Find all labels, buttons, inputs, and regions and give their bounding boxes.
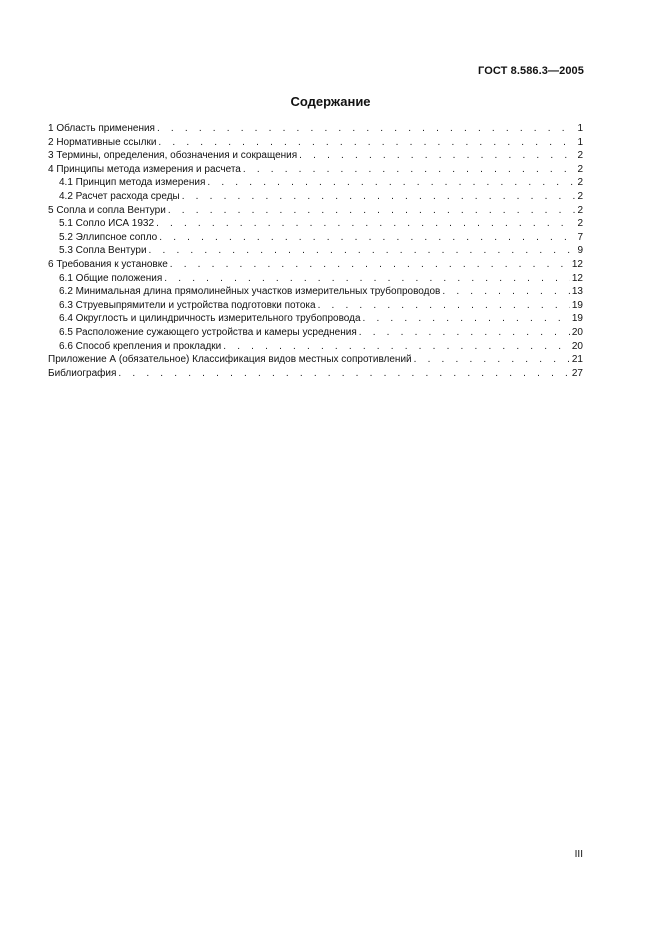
toc-entry-page: 9 (577, 245, 583, 257)
toc-entry-page: 27 (571, 367, 583, 379)
toc-entry-page: 2 (577, 218, 583, 230)
toc-dot-leader (318, 299, 570, 313)
toc-entry-label: 3 Термины, определения, обозначения и сокращения (48, 150, 298, 162)
document-id: ГОСТ 8.586.3—2005 (478, 65, 584, 77)
toc-entry-page: 2 (577, 190, 583, 202)
toc-dot-leader (159, 231, 575, 245)
toc-dot-leader (207, 176, 575, 190)
toc-entry[interactable] (48, 285, 583, 299)
toc-entry-label: 6 Требования к установке (48, 258, 168, 270)
toc-dot-leader (182, 190, 576, 204)
toc-entry-label: 4 Принципы метода измерения и расчета (48, 163, 241, 175)
toc-entry[interactable] (48, 367, 583, 381)
toc-dot-leader (442, 285, 570, 299)
toc-entry[interactable] (48, 136, 583, 150)
toc-entry[interactable] (48, 122, 583, 136)
toc-dot-leader (243, 163, 576, 177)
toc-entry-page: 2 (577, 163, 583, 175)
toc-entry-label: 6.5 Расположение сужающего устройства и камеры усреднения (59, 326, 357, 338)
toc-entry[interactable] (48, 326, 583, 340)
toc-dot-leader (223, 340, 570, 354)
toc-entry-page: 19 (571, 299, 583, 311)
toc-dot-leader (149, 244, 576, 258)
table-of-contents (48, 122, 583, 380)
toc-entry[interactable] (48, 204, 583, 218)
toc-entry-page: 7 (577, 231, 583, 243)
toc-dot-leader (156, 217, 575, 231)
toc-entry-page: 2 (577, 177, 583, 189)
toc-entry-label: 6.1 Общие положения (59, 272, 163, 284)
toc-entry-page: 20 (571, 340, 583, 352)
toc-entry-label: 6.4 Округлость и цилиндричность измерительного трубопровода (59, 313, 361, 325)
toc-entry-label: 5.3 Сопла Вентури (59, 245, 147, 257)
toc-entry[interactable] (48, 312, 583, 326)
toc-entry-page: 12 (571, 258, 583, 270)
toc-dot-leader (363, 312, 570, 326)
toc-entry[interactable] (48, 176, 583, 190)
toc-entry[interactable] (48, 258, 583, 272)
toc-entry[interactable] (48, 244, 583, 258)
toc-entry-label: 4.1 Принцип метода измерения (59, 177, 206, 189)
toc-entry-label: 2 Нормативные ссылки (48, 136, 157, 148)
toc-entry-label: 5.2 Эллипсное сопло (59, 231, 158, 243)
toc-dot-leader (170, 258, 570, 272)
toc-dot-leader (164, 272, 570, 286)
toc-entry-page: 19 (571, 313, 583, 325)
toc-entry[interactable] (48, 272, 583, 286)
toc-entry-label: 5 Сопла и сопла Вентури (48, 204, 166, 216)
toc-entry-label: 6.6 Способ крепления и прокладки (59, 340, 222, 352)
toc-entry-page: 12 (571, 272, 583, 284)
toc-entry-page: 1 (577, 123, 583, 134)
toc-dot-leader (168, 204, 576, 218)
toc-entry-page: 2 (577, 150, 583, 162)
toc-entry-label: 6.2 Минимальная длина прямолинейных участков измерительных трубопроводов (59, 286, 441, 298)
toc-dot-leader (299, 149, 575, 163)
toc-entry-label: 6.3 Струевыпрямители и устройства подготовки потока (59, 299, 316, 311)
toc-entry-page: 20 (571, 326, 583, 338)
toc-entry-page: 2 (577, 204, 583, 216)
toc-dot-leader (118, 367, 569, 381)
toc-entry[interactable] (48, 340, 583, 354)
toc-dot-leader (157, 122, 575, 136)
page-title: Содержание (290, 94, 371, 109)
toc-entry-label: 5.1 Сопло ИСА 1932 (59, 218, 155, 230)
toc-entry-label: Приложение А (обязательное) Классификация видов местных сопротивлений (48, 354, 412, 366)
toc-entry[interactable] (48, 163, 583, 177)
toc-entry[interactable] (48, 149, 583, 163)
page-number: III (574, 849, 583, 860)
toc-entry[interactable] (48, 231, 583, 245)
toc-entry-page: 1 (577, 136, 583, 148)
toc-dot-leader (359, 326, 570, 340)
toc-entry-page: 13 (571, 286, 583, 298)
toc-entry[interactable] (48, 217, 583, 231)
toc-entry-page: 21 (571, 354, 583, 366)
toc-entry-label: 1 Область применения (48, 123, 155, 134)
toc-dot-leader (158, 136, 575, 150)
toc-entry-label: 4.2 Расчет расхода среды (59, 190, 180, 202)
toc-entry[interactable] (48, 299, 583, 313)
toc-entry-label: Библиография (48, 367, 117, 379)
toc-entry[interactable] (48, 190, 583, 204)
toc-dot-leader (414, 353, 570, 367)
toc-entry[interactable] (48, 353, 583, 367)
